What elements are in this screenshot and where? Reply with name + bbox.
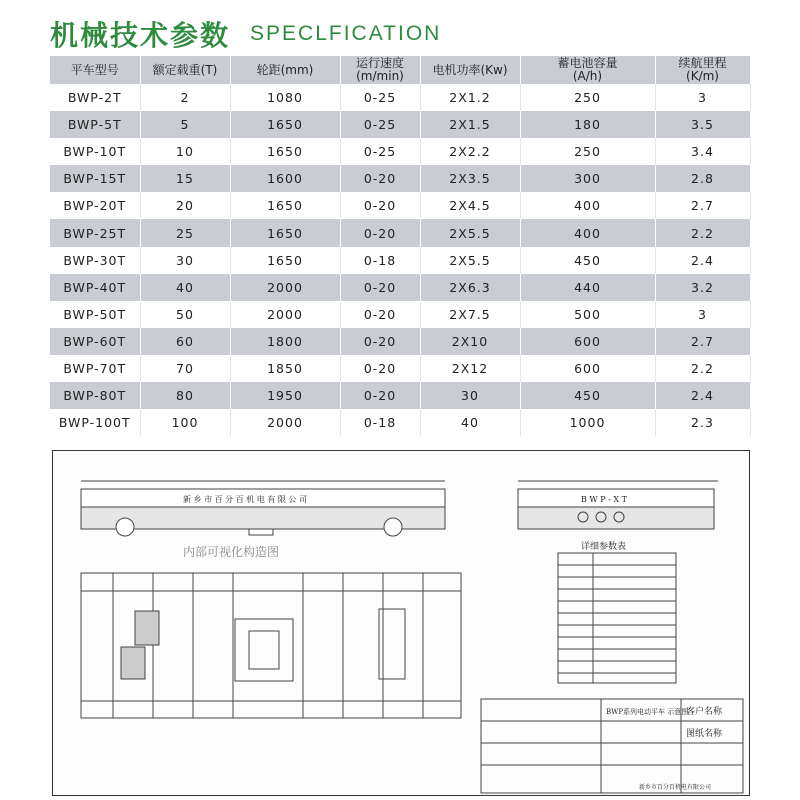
table-cell: 400 [520,192,655,219]
table-cell: 1650 [230,192,340,219]
table-cell: BWP-100T [50,409,140,436]
table-cell: 1650 [230,219,340,246]
end-view-label: B W P - X T [581,495,627,504]
table-cell: 2.7 [655,192,750,219]
table-cell: 1000 [520,409,655,436]
table-cell: 2 [140,84,230,111]
table-row [50,328,750,355]
table-cell: BWP-5T [50,111,140,138]
table-cell: 2.3 [655,409,750,436]
table-cell: 2X4.5 [420,192,520,219]
column-header: 额定载重(T) [140,56,230,84]
motor-unit [135,611,159,645]
column-header: 续航里程 (K/m) [655,56,750,84]
drawing-svg [53,451,751,797]
table-cell: 0-25 [340,111,420,138]
table-cell: 15 [140,165,230,192]
table-cell: 250 [520,84,655,111]
table-cell: 0-18 [340,409,420,436]
table-cell: 3 [655,301,750,328]
table-cell: 5 [140,111,230,138]
table-cell: 25 [140,219,230,246]
table-cell: 600 [520,328,655,355]
table-cell: 30 [420,382,520,409]
table-row [50,165,750,192]
table-cell: 2.8 [655,165,750,192]
page-header [50,14,441,54]
customer-label: 客户名称 [686,707,723,717]
table-cell: 10 [140,138,230,165]
spec-table [50,56,751,436]
table-cell: 600 [520,355,655,382]
table-cell: 0-20 [340,355,420,382]
table-cell: 2000 [230,274,340,301]
table-row [50,219,750,246]
wheel-right [384,518,402,536]
internal-view-title: 内部可视化构造图 [183,545,280,559]
table-cell: BWP-30T [50,247,140,274]
company-name: 新乡市百分百机电有限公司 [639,784,712,791]
table-cell: 2.4 [655,382,750,409]
table-row [50,274,750,301]
table-cell: 3.2 [655,274,750,301]
table-cell: 2X3.5 [420,165,520,192]
table-row [50,382,750,409]
table-body [50,84,750,436]
table-cell: 20 [140,192,230,219]
drawing-name-label: 图纸名称 [686,729,723,739]
table-cell: 1650 [230,247,340,274]
table-cell: 2.2 [655,355,750,382]
column-header: 平车型号 [50,56,140,84]
table-cell: 2000 [230,301,340,328]
table-cell: 60 [140,328,230,355]
table-cell: 0-18 [340,247,420,274]
table-cell: 2000 [230,409,340,436]
control-box [249,529,273,535]
page-title: 机械技术参数 [50,19,231,52]
table-row [50,301,750,328]
table-cell: 40 [140,274,230,301]
table-cell: BWP-70T [50,355,140,382]
table-cell: BWP-10T [50,138,140,165]
title-block-series: BWP系列电动平车 示意图 [606,708,689,716]
table-cell: 30 [140,247,230,274]
table-cell: BWP-40T [50,274,140,301]
table-row [50,247,750,274]
table-cell: 3.5 [655,111,750,138]
table-cell: 0-20 [340,328,420,355]
table-row [50,355,750,382]
table-cell: 0-25 [340,138,420,165]
table-cell: 2.7 [655,328,750,355]
table-cell: 1080 [230,84,340,111]
table-cell: 0-20 [340,301,420,328]
wheel-left [116,518,134,536]
table-row [50,192,750,219]
table-cell: 2.4 [655,247,750,274]
table-cell: 450 [520,247,655,274]
table-cell: 440 [520,274,655,301]
column-header: 运行速度 (m/min) [340,56,420,84]
motor-unit [121,647,145,679]
table-cell: 0-20 [340,219,420,246]
table-cell: BWP-50T [50,301,140,328]
table-cell: 2X12 [420,355,520,382]
table-cell: 100 [140,409,230,436]
table-cell: BWP-20T [50,192,140,219]
table-cell: 3.4 [655,138,750,165]
table-cell: BWP-2T [50,84,140,111]
table-cell: 2X10 [420,328,520,355]
table-cell: 1600 [230,165,340,192]
page-subtitle: SPECLFICATION [250,22,442,45]
table-cell: 400 [520,219,655,246]
table-row [50,84,750,111]
table-cell: 0-20 [340,274,420,301]
side-view-label: 新 乡 市 百 分 百 机 电 有 限 公 司 [183,495,307,504]
table-cell: 50 [140,301,230,328]
table-cell: 180 [520,111,655,138]
table-cell: BWP-25T [50,219,140,246]
table-cell: 2X5.5 [420,219,520,246]
table-cell: 2X5.5 [420,247,520,274]
detail-params-table [558,553,676,683]
table-cell: 250 [520,138,655,165]
table-cell: 80 [140,382,230,409]
table-cell: 500 [520,301,655,328]
table-cell: 2.2 [655,219,750,246]
battery-compartment [235,619,293,681]
table-row [50,409,750,436]
table-cell: 1650 [230,138,340,165]
table-cell: 1850 [230,355,340,382]
column-header: 轮距(mm) [230,56,340,84]
table-cell: 0-25 [340,84,420,111]
table-cell: 1800 [230,328,340,355]
table-cell: 0-20 [340,192,420,219]
table-cell: 450 [520,382,655,409]
table-cell: 2X7.5 [420,301,520,328]
table-cell: 3 [655,84,750,111]
table-cell: 0-20 [340,382,420,409]
battery-cells [249,631,279,669]
table-row [50,111,750,138]
table-cell: 1950 [230,382,340,409]
table-cell: BWP-60T [50,328,140,355]
table-cell: BWP-15T [50,165,140,192]
table-cell: BWP-80T [50,382,140,409]
table-cell: 0-20 [340,165,420,192]
table-cell: 70 [140,355,230,382]
table-cell: 300 [520,165,655,192]
table-cell: 40 [420,409,520,436]
column-header: 蓄电池容量 (A/h) [520,56,655,84]
technical-drawing [52,450,750,796]
table-cell: 2X1.2 [420,84,520,111]
end-view-body [518,507,714,529]
table-cell: 1650 [230,111,340,138]
table-cell: 2X2.2 [420,138,520,165]
table-header-row [50,56,750,84]
table-row [50,138,750,165]
table-cell: 2X1.5 [420,111,520,138]
params-title: 详细参数表 [581,542,627,552]
column-header: 电机功率(Kw) [420,56,520,84]
table-cell: 2X6.3 [420,274,520,301]
